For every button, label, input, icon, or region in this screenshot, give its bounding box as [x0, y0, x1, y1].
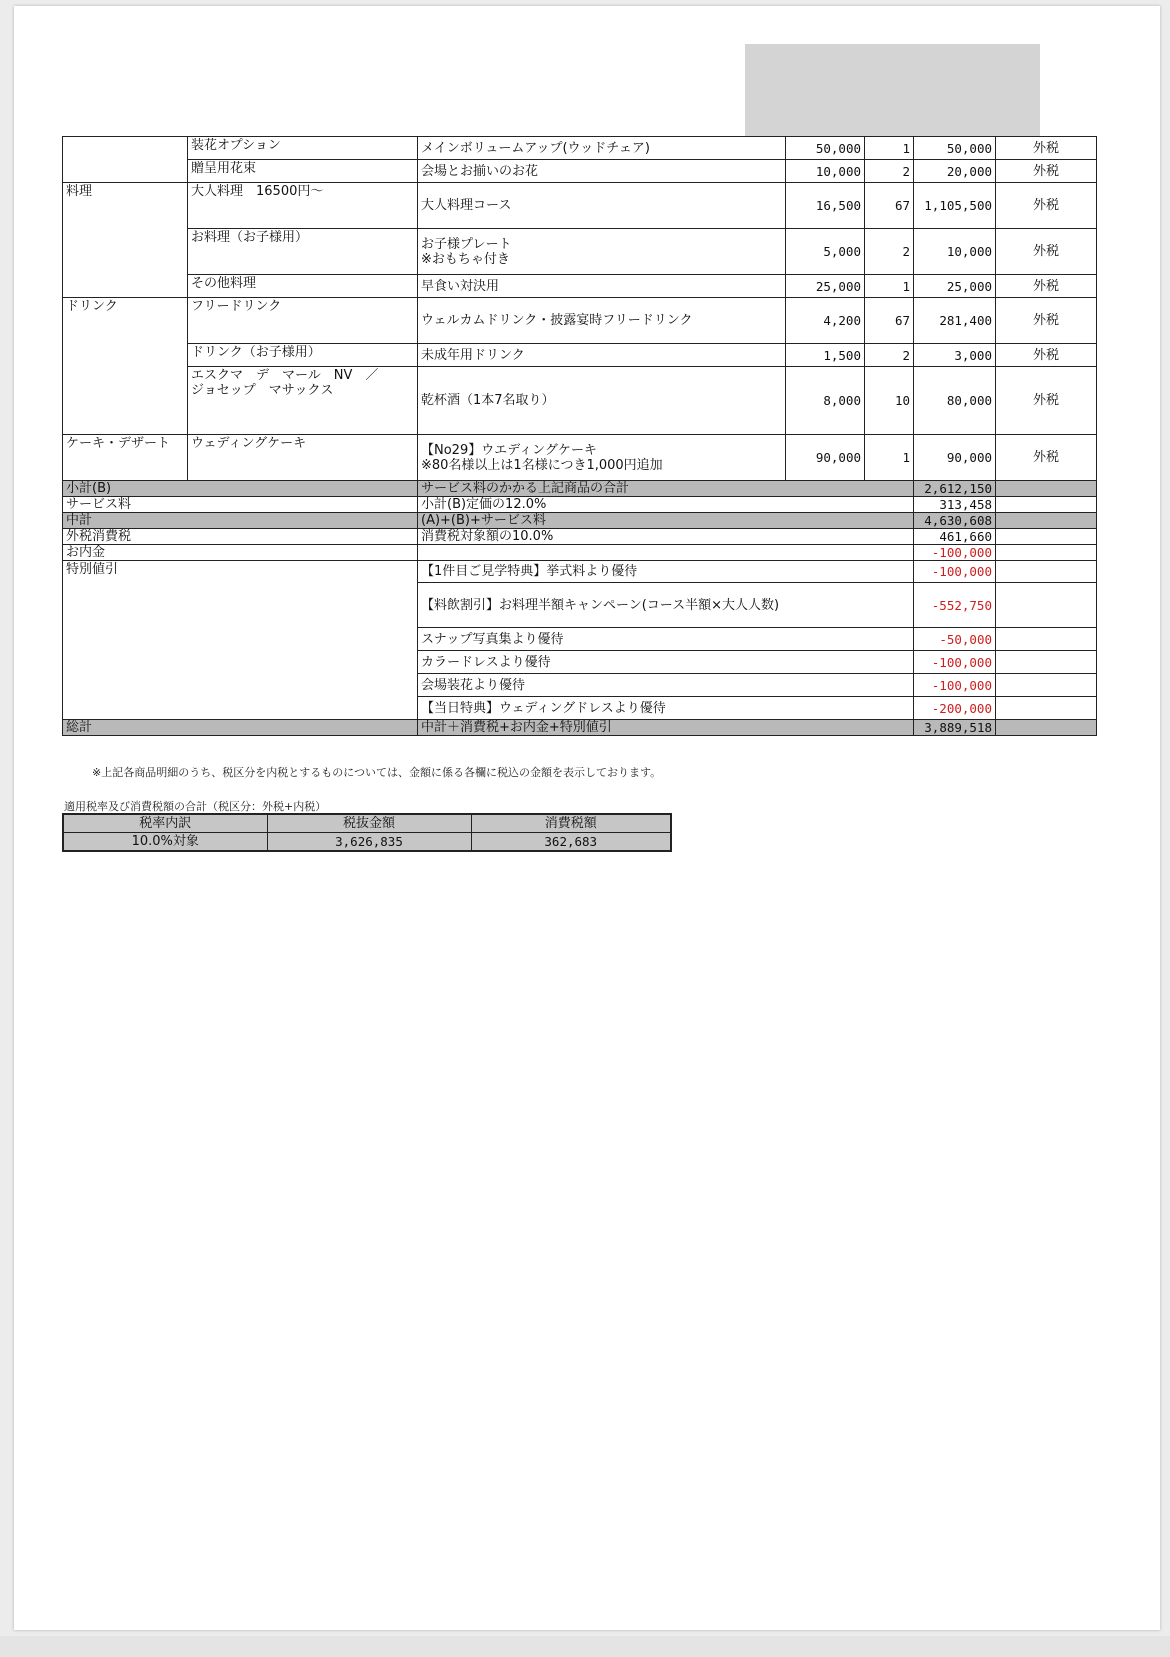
amount-cell: 3,000 [914, 344, 996, 367]
discount-desc: 会場装花より優待 [418, 674, 914, 697]
tax-display-note: ※上記各商品明細のうち、税区分を内税とするものについては、金額に係る各欄に税込の金額を表示しております。 [92, 766, 662, 779]
price-cell: 90,000 [786, 435, 865, 481]
deposit-label: お内金 [63, 545, 418, 561]
middle-total-label: 中計 [63, 513, 418, 529]
tax-summary-header: 税率内訳 [63, 814, 267, 833]
table-row [63, 298, 1097, 344]
discount-amount: -100,000 [914, 651, 996, 674]
table-row [63, 275, 1097, 298]
discount-desc: 【料飲割引】お料理半額キャンペーン(コース半額×大人人数) [418, 583, 914, 628]
discount-desc: スナップ写真集より優待 [418, 628, 914, 651]
amount-cell: 90,000 [914, 435, 996, 481]
consumption-tax-row [63, 529, 1097, 545]
tax-amount: 362,683 [471, 833, 671, 852]
deposit-row [63, 545, 1097, 561]
discount-desc: 【1件目ご見学特典】挙式料より優待 [418, 561, 914, 583]
qty-cell: 1 [865, 275, 914, 298]
subtotal-row [63, 481, 1097, 497]
description-cell: メインボリュームアップ(ウッドチェア) [418, 137, 786, 160]
category-cell [63, 137, 188, 183]
item-cell: お料理（お子様用） [188, 229, 418, 275]
price-cell: 4,200 [786, 298, 865, 344]
category-cell: ケーキ・デザート [63, 435, 188, 481]
amount-cell: 20,000 [914, 160, 996, 183]
consumption-tax-amount: 461,660 [914, 529, 996, 545]
discount-amount: -100,000 [914, 674, 996, 697]
qty-cell: 1 [865, 435, 914, 481]
tax-summary-header-row [63, 814, 671, 833]
middle-total-desc: (A)+(B)+サービス料 [418, 513, 914, 529]
tax-type-cell: 外税 [996, 160, 1097, 183]
description-line: ※80名様以上は1名様につき1,000円追加 [421, 457, 663, 473]
item-cell: 大人料理 16500円～ [188, 183, 418, 229]
table-row [63, 229, 1097, 275]
description-cell: ウェルカムドリンク・披露宴時フリードリンク [418, 298, 786, 344]
middle-total-row [63, 513, 1097, 529]
discount-desc: 【当日特典】ウェディングドレスより優待 [418, 697, 914, 720]
description-cell: 会場とお揃いのお花 [418, 160, 786, 183]
service-charge-label: サービス料 [63, 497, 418, 513]
description-cell: 早食い対決用 [418, 275, 786, 298]
service-charge-desc: 小計(B)定価の12.0% [418, 497, 914, 513]
amount-cell: 50,000 [914, 137, 996, 160]
qty-cell: 67 [865, 298, 914, 344]
tax-type-cell: 外税 [996, 435, 1097, 481]
price-cell: 5,000 [786, 229, 865, 275]
table-row [63, 344, 1097, 367]
qty-cell: 2 [865, 160, 914, 183]
discount-desc: カラードレスより優待 [418, 651, 914, 674]
description-cell: 乾杯酒（1本7名取り） [418, 367, 786, 435]
discount-amount: -552,750 [914, 583, 996, 628]
price-cell: 8,000 [786, 367, 865, 435]
category-cell: ドリンク [63, 298, 188, 435]
price-cell: 16,500 [786, 183, 865, 229]
tax-type-cell: 外税 [996, 229, 1097, 275]
table-row [63, 435, 1097, 481]
discount-label: 特別値引 [63, 561, 418, 720]
subtotal-amount: 2,612,150 [914, 481, 996, 497]
item-cell: 装花オプション [188, 137, 418, 160]
description-cell: 未成年用ドリンク [418, 344, 786, 367]
tax-type-cell: 外税 [996, 298, 1097, 344]
description-cell [418, 229, 786, 275]
grand-total-amount: 3,889,518 [914, 720, 996, 736]
qty-cell: 2 [865, 229, 914, 275]
price-cell: 1,500 [786, 344, 865, 367]
tax-type-cell: 外税 [996, 137, 1097, 160]
amount-cell: 281,400 [914, 298, 996, 344]
service-charge-row [63, 497, 1097, 513]
tax-type-cell: 外税 [996, 183, 1097, 229]
grand-total-row [63, 720, 1097, 736]
description-cell [418, 435, 786, 481]
price-cell: 25,000 [786, 275, 865, 298]
item-cell [188, 367, 418, 435]
discount-amount: -100,000 [914, 561, 996, 583]
grand-total-desc: 中計＋消費税+お内金+特別値引 [418, 720, 914, 736]
description-line: 【No29】ウエディングケーキ [421, 442, 597, 458]
discount-row [63, 561, 1097, 583]
tax-summary-table [62, 813, 672, 852]
description-line: お子様プレート [421, 236, 512, 252]
item-line: ジョセップ マサックス [191, 383, 334, 398]
item-cell: ウェディングケーキ [188, 435, 418, 481]
amount-cell: 1,105,500 [914, 183, 996, 229]
item-cell: その他料理 [188, 275, 418, 298]
tax-summary-value-row [63, 833, 671, 852]
amount-cell: 10,000 [914, 229, 996, 275]
qty-cell: 1 [865, 137, 914, 160]
qty-cell: 10 [865, 367, 914, 435]
tax-summary-header: 消費税額 [471, 814, 671, 833]
item-line: エスクマ デ マール NV ／ [191, 368, 379, 383]
amount-cell: 80,000 [914, 367, 996, 435]
qty-cell: 67 [865, 183, 914, 229]
item-cell: ドリンク（お子様用） [188, 344, 418, 367]
description-cell: 大人料理コース [418, 183, 786, 229]
table-row [63, 160, 1097, 183]
tax-type-cell: 外税 [996, 367, 1097, 435]
subtotal-label: 小計(B) [63, 481, 418, 497]
next-page-edge [0, 1636, 1170, 1657]
grand-total-label: 総計 [63, 720, 418, 736]
tax-rate-value: 10.0%対象 [63, 833, 267, 852]
table-row [63, 367, 1097, 435]
item-cell: フリードリンク [188, 298, 418, 344]
consumption-tax-label: 外税消費税 [63, 529, 418, 545]
tax-type-cell: 外税 [996, 344, 1097, 367]
deposit-desc [418, 545, 914, 561]
table-row [63, 137, 1097, 160]
redacted-area [745, 44, 1040, 136]
qty-cell: 2 [865, 344, 914, 367]
price-cell: 10,000 [786, 160, 865, 183]
tax-summary-title: 適用税率及び消費税額の合計（税区分：外税+内税） [64, 800, 327, 813]
description-line: ※おもちゃ付き [421, 251, 510, 267]
tax-summary-header: 税抜金額 [267, 814, 471, 833]
item-cell: 贈呈用花束 [188, 160, 418, 183]
category-cell: 料理 [63, 183, 188, 298]
service-charge-amount: 313,458 [914, 497, 996, 513]
estimate-detail-table [62, 136, 1097, 736]
middle-total-amount: 4,630,608 [914, 513, 996, 529]
table-row [63, 183, 1097, 229]
deposit-amount: -100,000 [914, 545, 996, 561]
tax-type-cell: 外税 [996, 275, 1097, 298]
discount-amount: -50,000 [914, 628, 996, 651]
amount-cell: 25,000 [914, 275, 996, 298]
price-cell: 50,000 [786, 137, 865, 160]
consumption-tax-desc: 消費税対象額の10.0% [418, 529, 914, 545]
discount-amount: -200,000 [914, 697, 996, 720]
subtotal-desc: サービス料のかかる上記商品の合計 [418, 481, 914, 497]
tax-excluded-amount: 3,626,835 [267, 833, 471, 852]
